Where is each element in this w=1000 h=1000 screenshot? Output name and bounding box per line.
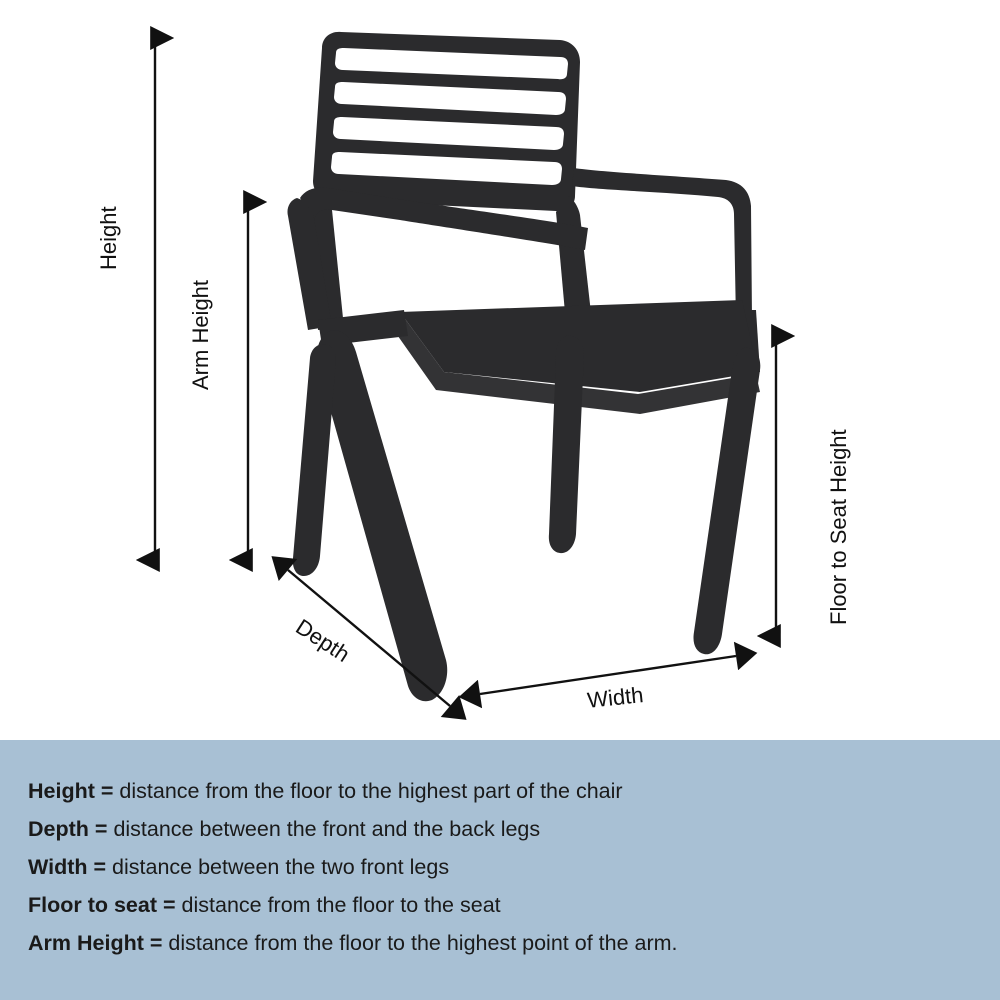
label-depth: Depth — [291, 614, 355, 667]
legend-definition: distance from the floor to the highest point of the arm. — [168, 931, 678, 955]
label-width: Width — [586, 682, 645, 713]
legend-row — [28, 772, 1000, 810]
legend-row — [28, 886, 1000, 924]
legend-definition: distance between the front and the back legs — [113, 817, 541, 841]
legend-definition: distance from the floor to the seat — [181, 893, 501, 917]
chair-illustration — [287, 32, 760, 701]
legend-panel — [0, 740, 1000, 1000]
legend-definition: distance from the floor to the highest part of the chair — [119, 779, 623, 803]
legend-term: Width = — [28, 855, 107, 879]
legend-term: Depth = — [28, 817, 108, 841]
legend-term: Arm Height = — [28, 931, 163, 955]
legend-row — [28, 924, 1000, 962]
label-height: Height — [96, 206, 121, 270]
label-arm-height: Arm Height — [188, 279, 213, 390]
label-floor-to-seat-height: Floor to Seat Height — [826, 429, 851, 625]
legend-term: Floor to seat = — [28, 893, 176, 917]
legend-row — [28, 810, 1000, 848]
legend-row — [28, 848, 1000, 886]
legend-definition: distance between the two front legs — [112, 855, 450, 879]
legend-term: Height = — [28, 779, 114, 803]
